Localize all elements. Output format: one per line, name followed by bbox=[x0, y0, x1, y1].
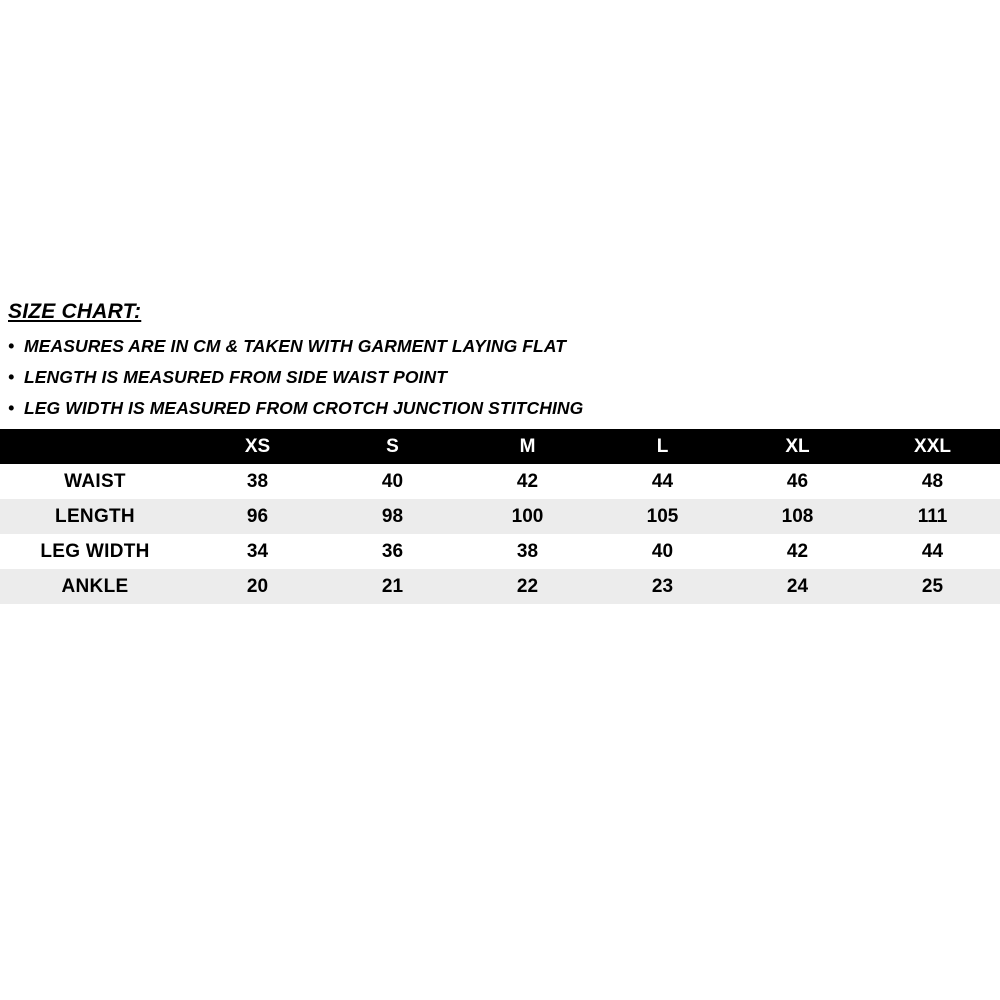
row-label-leg-width: LEG WIDTH bbox=[0, 534, 190, 569]
cell-leg-width-m: 38 bbox=[460, 534, 595, 569]
table-corner-header bbox=[0, 429, 190, 464]
page-title: SIZE CHART: bbox=[8, 300, 142, 323]
row-label-length: LENGTH bbox=[0, 499, 190, 534]
cell-leg-width-xxl: 44 bbox=[865, 534, 1000, 569]
table-row bbox=[0, 499, 1000, 534]
cell-waist-l: 44 bbox=[595, 464, 730, 499]
measurement-notes-list bbox=[8, 336, 1000, 419]
cell-waist-m: 42 bbox=[460, 464, 595, 499]
cell-length-xxl: 111 bbox=[865, 499, 1000, 534]
size-chart-block bbox=[0, 300, 1000, 604]
cell-length-xl: 108 bbox=[730, 499, 865, 534]
cell-length-s: 98 bbox=[325, 499, 460, 534]
column-header-l: L bbox=[595, 429, 730, 464]
cell-ankle-m: 22 bbox=[460, 569, 595, 604]
note-item: • LENGTH IS MEASURED FROM SIDE WAIST POINT bbox=[8, 367, 1000, 388]
cell-ankle-s: 21 bbox=[325, 569, 460, 604]
cell-leg-width-xs: 34 bbox=[190, 534, 325, 569]
note-item: • MEASURES ARE IN CM & TAKEN WITH GARMENT LAYING FLAT bbox=[8, 336, 1000, 357]
column-header-s: S bbox=[325, 429, 460, 464]
table-body bbox=[0, 464, 1000, 604]
cell-waist-xs: 38 bbox=[190, 464, 325, 499]
cell-length-l: 105 bbox=[595, 499, 730, 534]
table-row bbox=[0, 569, 1000, 604]
column-header-xl: XL bbox=[730, 429, 865, 464]
cell-ankle-xl: 24 bbox=[730, 569, 865, 604]
cell-ankle-xxl: 25 bbox=[865, 569, 1000, 604]
cell-length-m: 100 bbox=[460, 499, 595, 534]
table-row bbox=[0, 534, 1000, 569]
table-header-row bbox=[0, 429, 1000, 464]
cell-waist-s: 40 bbox=[325, 464, 460, 499]
column-header-xxl: XXL bbox=[865, 429, 1000, 464]
column-header-m: M bbox=[460, 429, 595, 464]
note-item: • LEG WIDTH IS MEASURED FROM CROTCH JUNCTION STITCHING bbox=[8, 398, 1000, 419]
cell-leg-width-l: 40 bbox=[595, 534, 730, 569]
size-chart-table bbox=[0, 429, 1000, 604]
cell-leg-width-xl: 42 bbox=[730, 534, 865, 569]
row-label-ankle: ANKLE bbox=[0, 569, 190, 604]
cell-leg-width-s: 36 bbox=[325, 534, 460, 569]
cell-length-xs: 96 bbox=[190, 499, 325, 534]
cell-ankle-xs: 20 bbox=[190, 569, 325, 604]
table-row bbox=[0, 464, 1000, 499]
column-header-xs: XS bbox=[190, 429, 325, 464]
cell-waist-xl: 46 bbox=[730, 464, 865, 499]
table-header bbox=[0, 429, 1000, 464]
cell-ankle-l: 23 bbox=[595, 569, 730, 604]
row-label-waist: WAIST bbox=[0, 464, 190, 499]
cell-waist-xxl: 48 bbox=[865, 464, 1000, 499]
